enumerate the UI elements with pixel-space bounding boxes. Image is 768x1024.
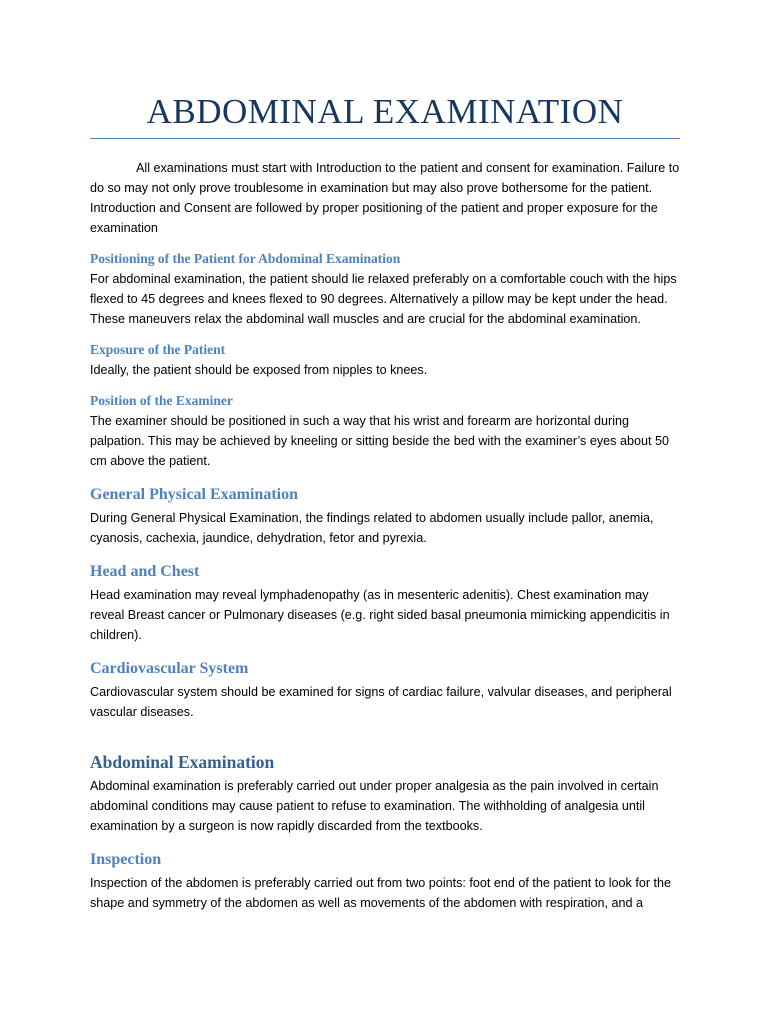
heading-exposure: Exposure of the Patient [90,342,226,357]
heading-abdominal-examination: Abdominal Examination [90,752,275,772]
paragraph-exposure: Ideally, the patient should be exposed from nipples to knees. [90,363,428,377]
heading-cardiovascular: Cardiovascular System [90,660,249,677]
intro-paragraph: All examinations must start with Introduction to the patient and consent for examination. Failure to do so may not only prove troublesome in examination but may also prove bothersome for the patient. Introduction and Consent are followed by proper positioning of the patient and proper exposure for the examination [90,161,680,235]
heading-head-chest: Head and Chest [90,563,200,580]
heading-inspection: Inspection [90,851,162,868]
title-underline [90,138,680,139]
paragraph-examiner-position: The examiner should be positioned in such a way that his wrist and forearm are horizontal during palpation. This may be achieved by kneeling or sitting beside the bed with the examiner’s eyes about 50 cm above the patient. [90,414,669,468]
heading-positioning: Positioning of the Patient for Abdominal Examination [90,251,401,266]
document-title: ABDOMINAL EXAMINATION [146,92,624,131]
paragraph-general-physical: During General Physical Examination, the findings related to abdomen usually include pallor, anemia, cyanosis, cachexia, jaundice, dehydration, fetor and pyrexia. [90,511,654,545]
heading-examiner-position: Position of the Examiner [90,393,233,408]
paragraph-inspection: Inspection of the abdomen is preferably carried out from two points: foot end of the patient to look for the shape and symmetry of the abdomen as well as movements of the abdomen with respiration, and a [90,876,672,910]
paragraph-head-chest: Head examination may reveal lymphadenopathy (as in mesenteric adenitis). Chest examination may reveal Breast cancer or Pulmonary diseases (e.g. right sided basal pneumonia mimicking appendicitis in children). [90,588,670,642]
paragraph-cardiovascular: Cardiovascular system should be examined for signs of cardiac failure, valvular diseases, and peripheral vascular diseases. [90,685,672,719]
heading-general-physical: General Physical Examination [90,486,298,503]
paragraph-positioning: For abdominal examination, the patient should lie relaxed preferably on a comfortable couch with the hips flexed to 45 degrees and knees flexed to 90 degrees. Alternatively a pillow may be kept under the head. These maneuvers relax the abdominal wall muscles and are crucial for the abdominal examination. [90,272,677,326]
paragraph-abdominal-examination: Abdominal examination is preferably carried out under proper analgesia as the pain involved in certain abdominal conditions may cause patient to refuse to examination. The withholding of analgesia until examination by a surgeon is now rapidly discarded from the textbooks. [90,779,659,833]
document-body [90,158,680,913]
